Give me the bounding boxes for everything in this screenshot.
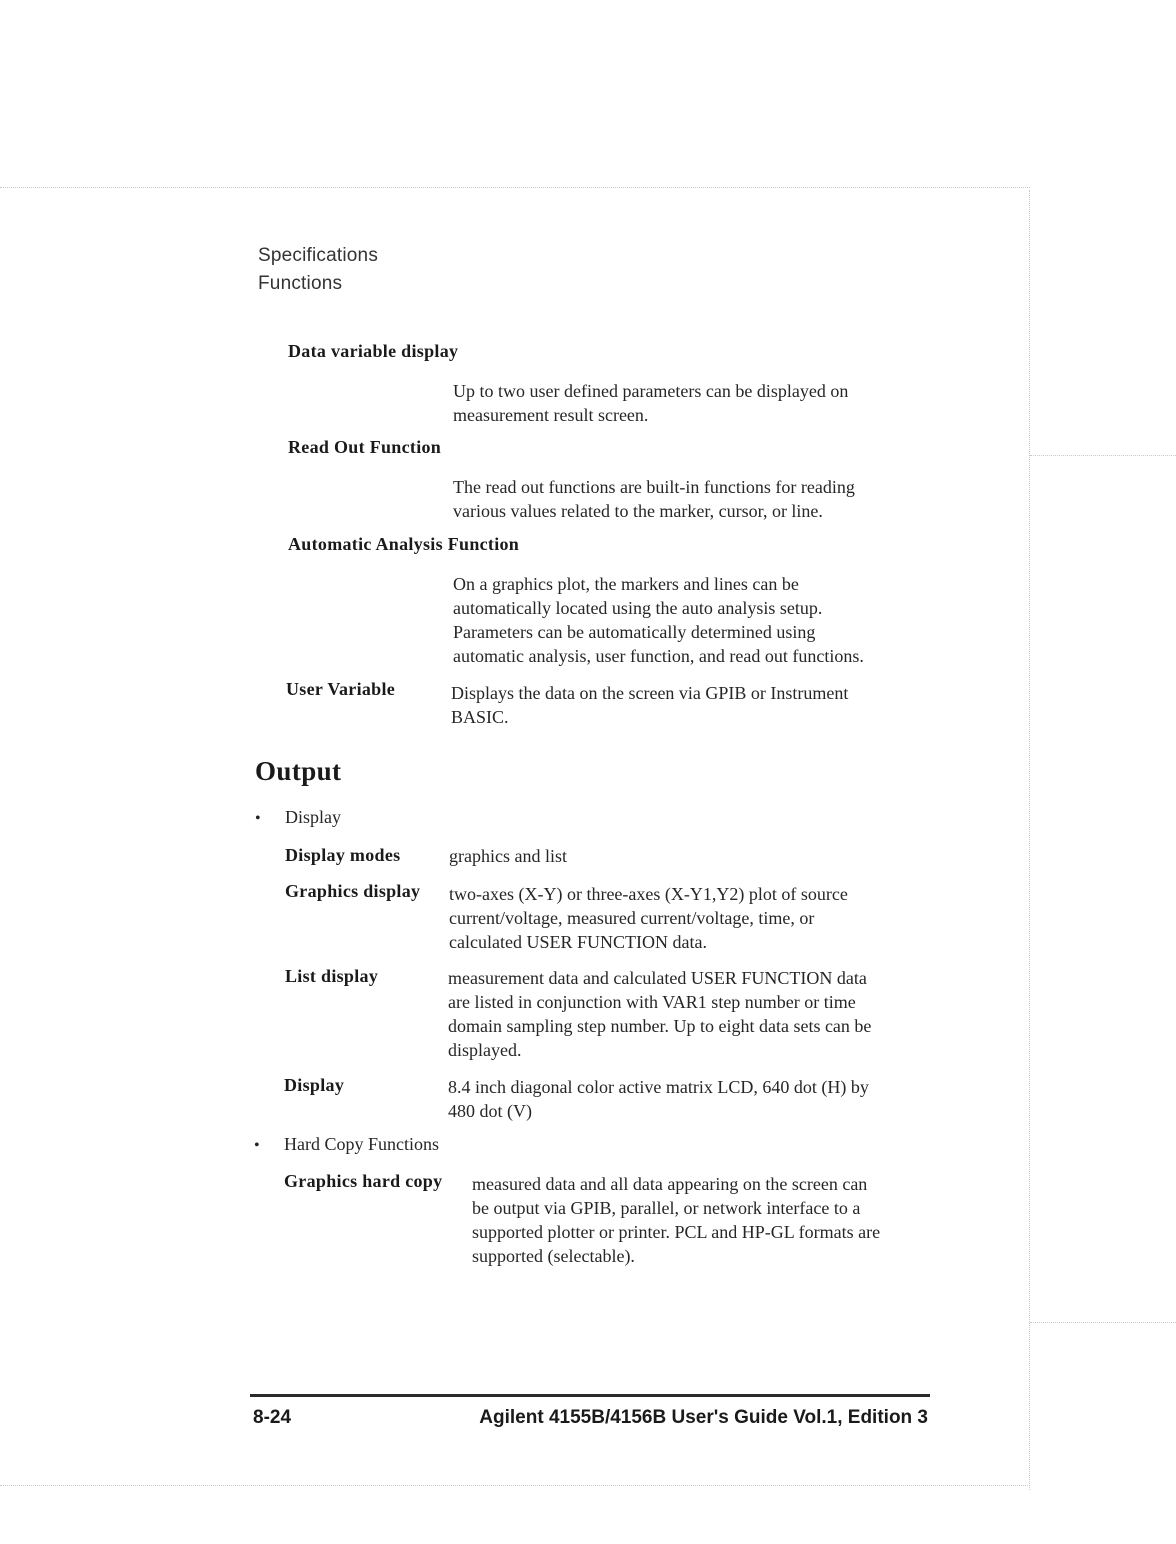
scan-mark-right-2 (1030, 1322, 1176, 1323)
desc-display: 8.4 inch diagonal color active matrix LCD, 640 dot (H) by 480 dot (V) (448, 1077, 869, 1121)
section-title: Functions (258, 273, 343, 294)
desc-data-variable-display: Up to two user defined parameters can be displayed on measurement result screen. (453, 381, 849, 425)
scan-border-bottom (0, 1485, 1030, 1486)
desc-list-display: measurement data and calculated USER FUNCTION data are listed in conjunction with VAR1 step number or time domain sampling step number. Up to eight data sets can be displayed. (448, 968, 872, 1060)
desc-read-out-function: The read out functions are built-in functions for reading various values related to the marker, cursor, or line. (453, 477, 855, 521)
bullet-hard-copy: • (254, 1137, 260, 1154)
scan-mark-right-1 (1030, 455, 1176, 456)
bullet-display: • (255, 810, 261, 827)
term-display: Display (284, 1075, 345, 1095)
desc-user-variable: Displays the data on the screen via GPIB or Instrument BASIC. (451, 683, 849, 727)
term-graphics-display: Graphics display (285, 881, 421, 901)
term-graphics-hard-copy: Graphics hard copy (284, 1171, 443, 1191)
output-heading: Output (255, 756, 342, 786)
term-list-display: List display (285, 966, 379, 986)
term-user-variable: User Variable (286, 679, 396, 699)
scan-border-top (0, 187, 1030, 188)
guide-title: Agilent 4155B/4156B User's Guide Vol.1, Edition 3 (479, 1407, 928, 1428)
desc-display-modes: graphics and list (449, 846, 567, 866)
page-number: 8-24 (253, 1407, 292, 1428)
hard-copy-heading: Hard Copy Functions (284, 1134, 439, 1154)
display-heading: Display (285, 807, 341, 827)
term-automatic-analysis-function: Automatic Analysis Function (288, 534, 520, 554)
desc-automatic-analysis-function: On a graphics plot, the markers and lines can be automatically located using the auto analysis setup. Parameters can be automatically determined using automatic analysis, user function, and read out functions. (453, 574, 864, 666)
footer-rule (250, 1394, 930, 1397)
scan-border-right (1029, 190, 1030, 1490)
desc-graphics-display: two-axes (X-Y) or three-axes (X-Y1,Y2) plot of source current/voltage, measured current/voltage, time, or calculated USER FUNCTION data. (449, 884, 848, 952)
term-display-modes: Display modes (285, 845, 401, 865)
desc-graphics-hard-copy: measured data and all data appearing on the screen can be output via GPIB, parallel, or network interface to a supported plotter or printer. PCL and HP-GL formats are supported (selectable). (472, 1174, 881, 1266)
chapter-title: Specifications (258, 245, 379, 266)
term-read-out-function: Read Out Function (288, 437, 442, 457)
term-data-variable-display: Data variable display (288, 341, 459, 361)
